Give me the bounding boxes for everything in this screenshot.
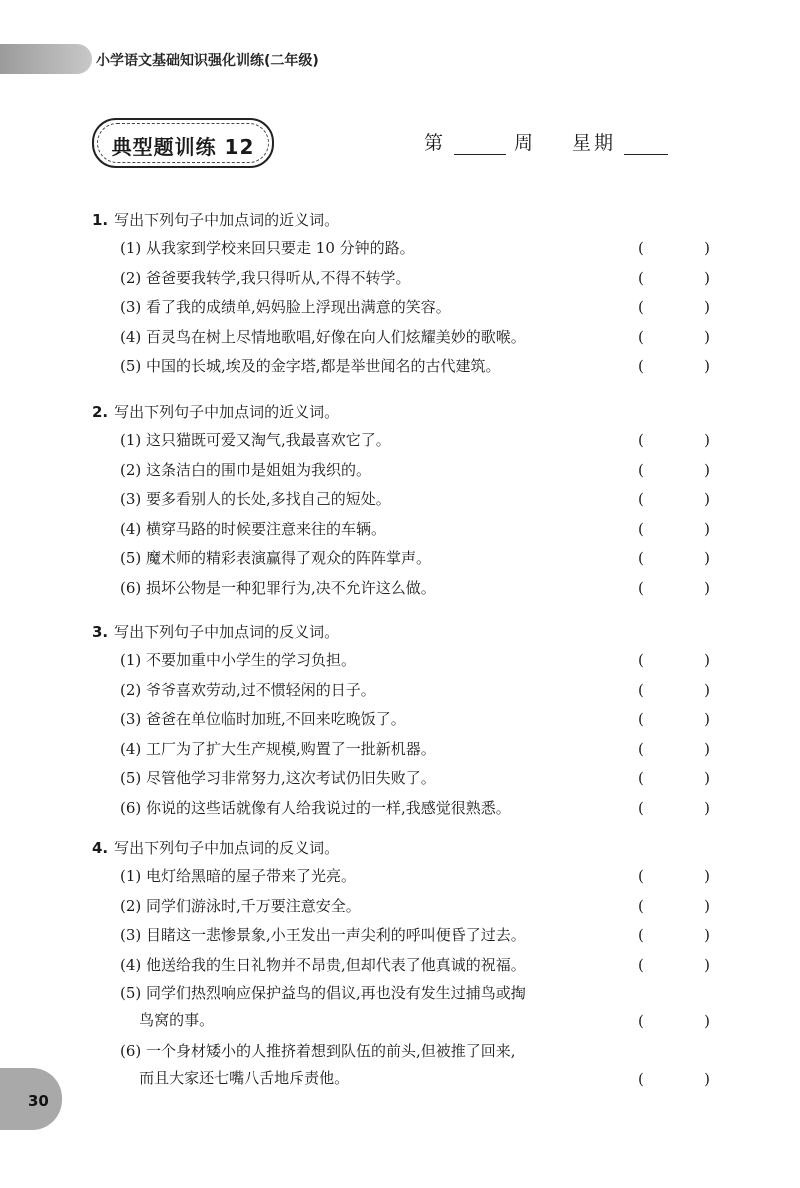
answer-blank[interactable]: ( ): [638, 519, 710, 538]
item-text: (4) 百灵鸟在树上尽情地歌唱,好像在向人们炫耀美妙的歌喉。: [120, 327, 526, 346]
item-text: (1) 这只猫既可爱又淘气,我最喜欢它了。: [120, 431, 391, 449]
answer-blank[interactable]: ( ): [638, 578, 710, 597]
question-item: [92, 293, 732, 323]
question-item: [92, 1038, 732, 1096]
question-item: [92, 515, 732, 545]
question-text: 写出下列句子中加点词的反义词。: [114, 839, 340, 857]
question-number: 4.: [92, 839, 109, 857]
question-number: 2.: [92, 403, 109, 421]
item-text: (6) 一个身材矮小的人推挤着想到队伍的前头,但被推了回来, 而且大家还七嘴八舌地斥责他。: [120, 1042, 516, 1087]
item-text: (3) 要多看别人的长处,多找自己的短处。: [120, 490, 391, 508]
item-text: (5) 魔术师的精彩表演赢得了观众的阵阵掌声。: [120, 549, 432, 567]
question-item: [92, 456, 732, 486]
header-tab-decoration: [0, 44, 92, 74]
question-text: 写出下列句子中加点词的近义词。: [114, 403, 340, 421]
question-item: [92, 485, 732, 515]
item-text: (3) 看了我的成绩单,妈妈脸上浮现出满意的笑容。: [120, 298, 451, 316]
item-text: (2) 爸爸要我转学,我只得听从,不得不转学。: [120, 268, 411, 287]
question-4: [92, 834, 732, 1096]
answer-blank[interactable]: ( ): [638, 680, 710, 699]
week-number-blank[interactable]: [454, 137, 506, 155]
answer-blank[interactable]: ( ): [638, 268, 710, 287]
answer-blank[interactable]: ( ): [638, 239, 710, 257]
question-prompt: [92, 206, 732, 234]
question-item: [92, 574, 732, 604]
item-text: (5) 尽管他学习非常努力,这次考试仍旧失败了。: [120, 769, 436, 787]
question-item: [92, 352, 732, 382]
weekday-label: 星期: [572, 132, 617, 154]
answer-blank[interactable]: ( ): [638, 739, 710, 758]
item-text: (6) 损坏公物是一种犯罪行为,决不允许这么做。: [120, 578, 436, 597]
answer-blank[interactable]: ( ): [638, 549, 710, 567]
item-text: (2) 这条洁白的围巾是姐姐为我织的。: [120, 460, 372, 479]
answer-blank[interactable]: ( ): [638, 867, 710, 885]
item-text: (1) 从我家到学校来回只要走 10 分钟的路。: [120, 239, 415, 257]
page-number: 30: [28, 1092, 49, 1110]
answer-blank[interactable]: ( ): [638, 1070, 710, 1088]
question-item: [92, 264, 732, 294]
question-text: 写出下列句子中加点词的反义词。: [114, 623, 340, 641]
item-text: (5) 中国的长城,埃及的金字塔,都是举世闻名的古代建筑。: [120, 357, 501, 375]
question-item: [92, 764, 732, 794]
question-item: [92, 980, 732, 1038]
item-text: (3) 爸爸在单位临时加班,不回来吃晚饭了。: [120, 710, 406, 728]
question-item: [92, 951, 732, 981]
question-item: [92, 234, 732, 264]
question-2: [92, 398, 732, 603]
question-prompt: [92, 398, 732, 426]
week-prefix: 第: [424, 132, 447, 154]
question-item: [92, 705, 732, 735]
answer-blank[interactable]: ( ): [638, 431, 710, 449]
answer-blank[interactable]: ( ): [638, 357, 710, 375]
section-title: 典型题训练 12: [111, 135, 255, 159]
answer-blank[interactable]: ( ): [638, 298, 710, 316]
item-text: (2) 同学们游泳时,千万要注意安全。: [120, 896, 361, 915]
answer-blank[interactable]: ( ): [638, 769, 710, 787]
answer-blank[interactable]: ( ): [638, 710, 710, 728]
item-text: (1) 电灯给黑暗的屋子带来了光亮。: [120, 867, 357, 885]
question-item: [92, 921, 732, 951]
item-text: (4) 他送给我的生日礼物并不昂贵,但却代表了他真诚的祝福。: [120, 955, 526, 974]
item-text: (1) 不要加重中小学生的学习负担。: [120, 651, 357, 669]
question-item: [92, 794, 732, 824]
answer-blank[interactable]: ( ): [638, 327, 710, 346]
question-prompt: [92, 618, 732, 646]
answer-blank[interactable]: ( ): [638, 460, 710, 479]
weekday-blank[interactable]: [624, 137, 668, 155]
question-number: 3.: [92, 623, 109, 641]
section-title-box: [92, 118, 274, 168]
question-item: [92, 676, 732, 706]
question-item: [92, 735, 732, 765]
item-text: (4) 横穿马路的时候要注意来往的车辆。: [120, 519, 387, 538]
answer-blank[interactable]: ( ): [638, 955, 710, 974]
item-text: (5) 同学们热烈响应保护益鸟的倡议,再也没有发生过捕鸟或掏 鸟窝的事。: [120, 984, 526, 1029]
item-text: (6) 你说的这些话就像有人给我说过的一样,我感觉很熟悉。: [120, 798, 511, 817]
item-text: (2) 爷爷喜欢劳动,过不惯轻闲的日子。: [120, 680, 376, 699]
question-prompt: [92, 834, 732, 862]
answer-blank[interactable]: ( ): [638, 490, 710, 508]
question-item: [92, 646, 732, 676]
answer-blank[interactable]: ( ): [638, 651, 710, 669]
question-text: 写出下列句子中加点词的近义词。: [114, 211, 340, 229]
question-item: [92, 544, 732, 574]
item-text: (4) 工厂为了扩大生产规模,购置了一批新机器。: [120, 739, 436, 758]
answer-blank[interactable]: ( ): [638, 896, 710, 915]
week-label: 周: [514, 132, 537, 154]
week-date-line: [424, 128, 668, 155]
question-3: [92, 618, 732, 823]
question-1: [92, 206, 732, 382]
item-text: (3) 目睹这一悲惨景象,小王发出一声尖利的呼叫便昏了过去。: [120, 926, 526, 944]
question-item: [92, 426, 732, 456]
book-title: 小学语文基础知识强化训练(二年级): [96, 53, 319, 69]
question-item: [92, 892, 732, 922]
answer-blank[interactable]: ( ): [638, 926, 710, 944]
answer-blank[interactable]: ( ): [638, 798, 710, 817]
question-item: [92, 862, 732, 892]
question-number: 1.: [92, 211, 109, 229]
answer-blank[interactable]: ( ): [638, 1012, 710, 1030]
question-item: [92, 323, 732, 353]
